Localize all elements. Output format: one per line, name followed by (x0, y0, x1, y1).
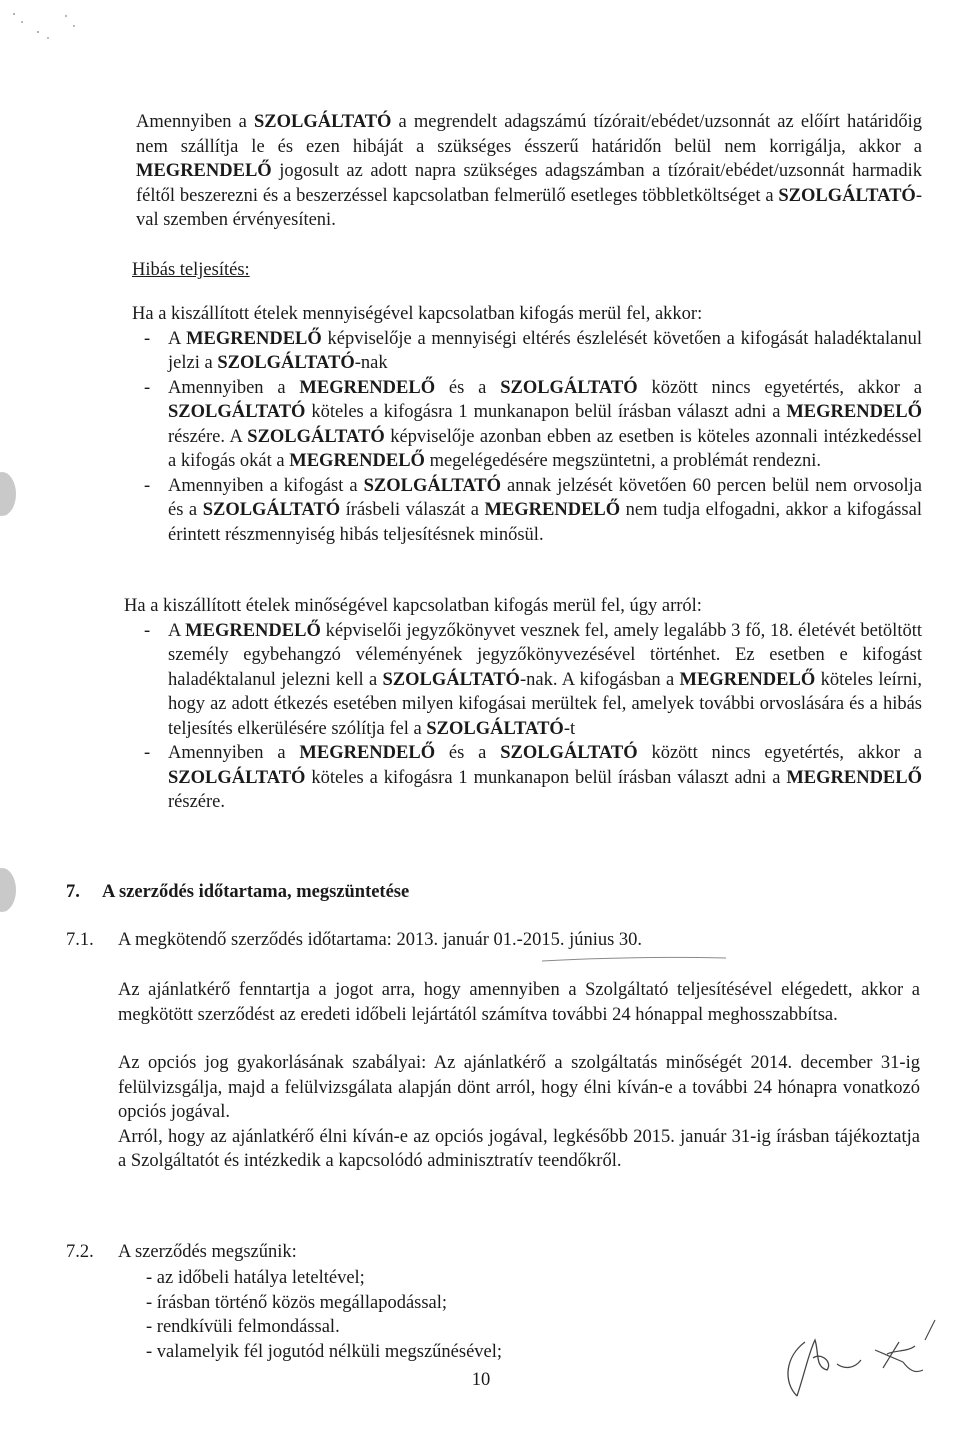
section-7-number: 7. (66, 882, 80, 902)
heading-hibas-teljesites: Hibás teljesítés: (132, 260, 250, 280)
section-7-1-body (118, 978, 920, 1174)
quality-lead: Ha a kiszállított ételek minőségével kapcsolatban kifogás merül fel, úgy arról: (124, 596, 702, 616)
intro-paragraph: Amennyiben a SZOLGÁLTATÓ a megrendelt adagszámú tízórait/ebédet/uzsonnát az előírt határidőig nem szállítja le és ezen hibáját a szükséges ésszerű határidőn belül nem korrigálja, akkor a MEGRENDELŐ jogosult az adott napra szükséges adagszámban a tízórait/ebédet/uzsonnát harmadik féltől beszerezni és a beszerzéssel kapcsolatban felmerülő esetleges többletköltséget a SZOLGÁLTATÓ-val szemben érvényesíteni. (136, 112, 922, 230)
termination-item: - az időbeli hatálya leteltével; (146, 1268, 365, 1288)
pen-underline (540, 955, 730, 963)
quantity-lead: Ha a kiszállított ételek mennyiségével kapcsolatban kifogás merül fel, akkor: (132, 304, 703, 324)
section-7-title: A szerződés időtartama, megszüntetése (102, 882, 410, 902)
quality-item-2: - Amennyiben a MEGRENDELŐ és a SZOLGÁLTATÓ között nincs egyetértés, akkor a SZOLGÁLTATÓ köteles a kifogásra 1 munkanapon belül írásban választ adni a MEGRENDELŐ részére. (144, 743, 922, 812)
quantity-item-2: - Amennyiben a MEGRENDELŐ és a SZOLGÁLTATÓ között nincs egyetértés, akkor a SZOLGÁLTATÓ köteles a kifogásra 1 munkanapon belül írásban választ adni a MEGRENDELŐ részére. A SZOLGÁLTATÓ képviselője azonban ebben az esetben is köteles azonnali intézkedéssel a kifogás okát a MEGRENDELŐ megelégedésére megszüntetni, a problémát rendezni. (144, 377, 923, 471)
quality-item-1: - A MEGRENDELŐ képviselői jegyzőkönyvet vesznek fel, amely legalább 3 fő, 18. életévét betöltött személy egybehangzó véleményének jegyzőkönyvezésével történhet. Ez esetben e kifogást haladéktalanul jelezni kell a SZOLGÁLTATÓ-nak. A kifogásban a MEGRENDELŐ köteles leírni, hogy az adott étkezés esetében milyen kifogásai merültek fel, amelyek további orvoslására és a hibás teljesítés elkerülésére szólítja fel a SZOLGÁLTATÓ-t (144, 620, 922, 739)
termination-list (146, 1266, 502, 1364)
termination-item: - valamelyik fél jogutód nélküli megszűnésével; (146, 1341, 503, 1362)
section-7-1-text: A megkötendő szerződés időtartama: 2013. január 01.-2015. június 30. (118, 930, 643, 950)
section-7-2 (66, 1240, 926, 1265)
quality-section (124, 594, 922, 815)
quantity-section (132, 302, 922, 547)
quantity-item-1: - A MEGRENDELŐ képviselője a mennyiségi eltérés észlelését követően a kifogását haladéktalanul jelzi a SZOLGÁLTATÓ-nak (144, 328, 922, 373)
option-paragraph-2: Az opciós jog gyakorlásának szabályai: Az ajánlatkérő a szolgáltatás minőségét 2014. december 31-ig felülvizsgálja, majd a felülvizsgálata alapján dönt arról, hogy élni kíván-e a további 24 hónapra vonatkozó opciós jogával. (118, 1053, 920, 1122)
section-7-2-number: 7.2. (66, 1242, 94, 1262)
scan-specks (8, 4, 88, 44)
section-7-1 (66, 928, 926, 953)
punch-hole-upper (0, 472, 16, 516)
termination-item: - rendkívüli felmondással. (146, 1317, 340, 1337)
page-number: 10 (471, 1370, 491, 1390)
punch-hole-lower (0, 868, 16, 912)
section-7-2-text: A szerződés megszűnik: (118, 1242, 297, 1262)
option-paragraph-3: Arról, hogy az ajánlatkérő élni kíván-e az opciós jogával, legkésőbb 2015. január 31-ig írásban tájékoztatja a Szolgáltatót és intézkedik a kapcsolódó adminisztratív teendőkről. (118, 1126, 920, 1171)
section-7-heading (66, 880, 409, 905)
termination-item: - írásban történő közös megállapodással; (146, 1292, 448, 1313)
section-7-1-number: 7.1. (66, 930, 94, 950)
option-paragraph-1: Az ajánlatkérő fenntartja a jogot arra, hogy amennyiben a Szolgáltató teljesítésével elégedett, akkor a megkötött szerződést az eredeti időbeli lejártától számítva további 24 hónappal meghosszabbítsa. (118, 980, 920, 1025)
quantity-item-3: - Amennyiben a kifogást a SZOLGÁLTATÓ annak jelzését követően 60 percen belül nem orvosolja és a SZOLGÁLTATÓ írásbeli válaszát a MEGRENDELŐ nem tudja elfogadni, akkor a kifogással érintett részmennyiség hibás teljesítésnek minősül. (144, 475, 923, 545)
handwritten-initials (775, 1312, 945, 1402)
